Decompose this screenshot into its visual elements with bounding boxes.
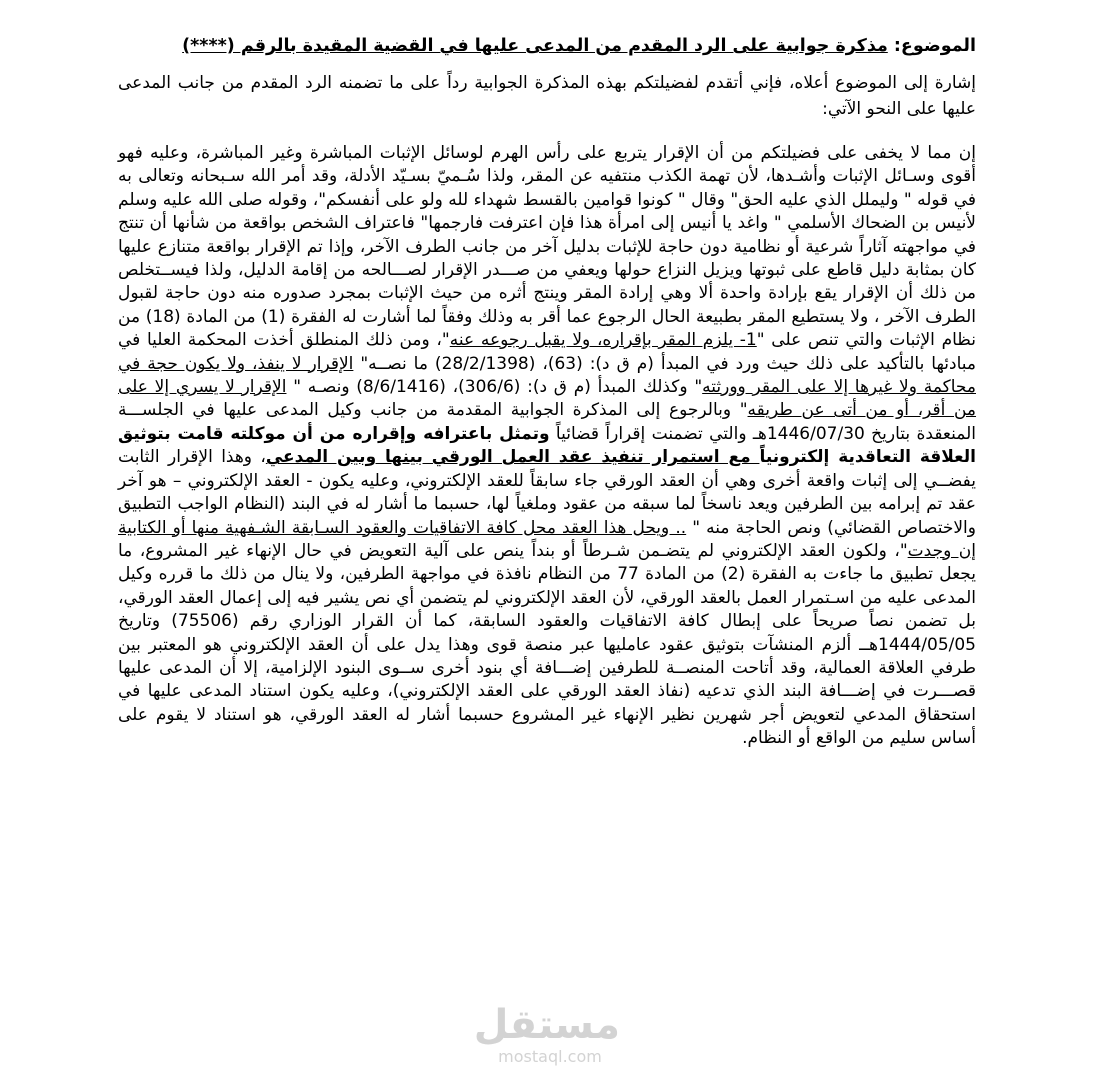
- quote-contract-clause: .. ويحل هذا العقد محل كافة الاتفاقيات والعقود السـابقة الشـفهية منها أو الكتابية إن وجدت: [118, 517, 976, 561]
- body-segment-2: "، ومن ذلك المنطلق أخذت المحكمة العليا في مبادئها بالتأكيد على ذلك حيث ورد في المبدأ (م ق د): (63)، (28/2/1398) ما نصــه": [118, 330, 977, 374]
- main-paragraph: [118, 142, 976, 751]
- mostaql-watermark: [473, 1002, 620, 1066]
- subject-line: [118, 34, 976, 58]
- quote-principle-63: الإقرار لا ينفذ، ولا يكون حجة في محاكمة ولا غيرها إلا على المقر وورثته: [118, 353, 976, 398]
- memo-document: [118, 34, 976, 751]
- subject-label: الموضوع:: [887, 36, 976, 56]
- body-segment-4: " وبالرجوع إلى المذكرة الجوابية المقدمة من جانب وكيل المدعى عليها في الجلســـة المنعقدة بتاريخ 1446/07/30هـ والتي تضمنت إقراراً قضائياً: [118, 400, 976, 444]
- body-segment-3: " وكذلك المبدأ (م ق د): (306/6)، (8/6/1416) ونصـه ": [286, 377, 703, 398]
- subject-title: مذكرة جوابية على الرد المقدم من المدعى عليها في القضية المقيدة بالرقم (****): [182, 36, 888, 56]
- intro-paragraph: إشارة إلى الموضوع أعلاه، فإني أتقدم لفضيلتكم بهذه المذكرة الجوابية رداً على ما تضمنه الرد المقدم من جانب المدعى عليها على النحو الآتي:: [118, 73, 976, 119]
- body-segment-5: ، وهذا الإقرار الثابت يفضــي إلى إثبات واقعة أخرى وهي أن العقد الورقي جاء سابقاً للعقد الإلكتروني، وعليه يكون - العقد الإلكتروني – هو آخر عقد تم إبرامه بين الطرفين ويعد ناسخاً لما سبقه من عقود وملغياً لها، حسبما ما أشار له في البند (النظام الواجب التطبيق والاختصاص القضائي) ونص الحاجة منه ": [118, 447, 976, 538]
- bold-underlined-admission: مع استمرار تنفيذ عقد العمل الورقي بينها وبين المدعي: [265, 447, 760, 468]
- body-segment-1: إن مما لا يخفى على فضيلتكم من أن الإقرار يتربع على رأس الهرم لوسائل الإثبات المباشرة وغير المباشرة، وعليه فهو أقوى وسـائل الإثبات وأشـدها، لأن تهمة الكذب منتفيه عن المقر، ولذا سُـميّ بسـيّد الأدلة، وقد أمر الله سـبحانه وتعالى به في قوله " وليملل الذي عليه الحق" وقال " كونوا قوامين بالقسط شهداء لله ولو على أنفسكم"، وقوله صلى الله عليه وسلم لأنيس بن الضحاك الأسلمي " واغد يا أنيس إلى امرأة هذا فإن اعترفت فارجمها" فاعتراف الشخص بواقعة من شأنها أن تنتج في مواجهته آثاراً شرعية أو نظامية دون حاجة للإثبات بدليل آخر من جانب الطرف الآخر، وإذا تم الإقرار بواقعة متنازع عليها كان بمثابة دليل قاطع على ثبوتها ويزيل النزاع حولها ويعفي من صـــدر الإقرار لصـــالحه من إقامة الدليل، ولذا فيســتخلص من ذلك أن الإقرار يقع بإرادة واحدة ألا وهي إرادة المقر وينتج أثره من حيث الإثبات بمجرد صدوره منه دون حاجة لقبول الطرف الآخر ، ولا يستطيع المقر بطبيعة الحال الرجوع عما أقر به وذلك وفقاً لما أشارت له الفقرة (1) من المادة (18) من نظام الإثبات والتي تنص على ": [118, 143, 976, 351]
- body-segment-6: "، ولكون العقد الإلكتروني لم يتضـمن شـرطاً أو بنداً ينص على آلية التعويض في حال الإنهاء غير المشروع، ما يجعل تطبيق ما جاءت به الفقرة (2) من المادة 77 من النظام نافذة في مواجهة الطرفين، ولا ينال من ذلك ما قرره وكيل المدعى عليه من اسـتمرار العمل بالعقد الورقي، لأن العقد الإلكتروني لم يتضمن أي نص يشير فيه إلى إعمال العقد الورقي، بل تضمن نصاً صريحاً على إبطال كافة الاتفاقيات والعقود السابقة، كما أن القرار الوزاري رقم (75506) وتاريخ 1444/05/05هــ ألزم المنشآت بتوثيق عقود عامليها عبر منصة قوى وهذا يدل على أن العقد الإلكتروني هو المعتبر بين طرفي العلاقة العمالية، وقد أتاحت المنصــة للطرفين إضـــافة أي بنود أخرى ســوى البنود الإلزامية، إلا أن المدعى عليها قصـــرت في إضـــافة البند الذي تدعيه (نفاذ العقد الورقي على العقد الإلكتروني)، وعليه يكون استناد المدعى عليها في استحقاق المدعي لتعويض أجر شهرين نظير الإنهاء غير المشروع حسبما أشار له العقد الورقي، هو استناد لا يقوم على أساس سليم من الواقع أو النظام.: [118, 540, 977, 749]
- quote-principle-306: الإقرار لا يسري إلا على من أقر، أو من أتى عن طريقه: [118, 377, 977, 421]
- quote-article-18: 1- يلزم المقر بإقراره، ولا يقبل رجوعه عنه: [449, 330, 757, 351]
- watermark-latin: mostaql.com: [498, 1047, 602, 1066]
- watermark-arabic: مستقل: [473, 1002, 620, 1048]
- bold-admission: وتمثل باعترافه وإقراره من أن موكلته قامت بتوثيق العلاقة التعاقدية إلكترونياً: [118, 423, 976, 468]
